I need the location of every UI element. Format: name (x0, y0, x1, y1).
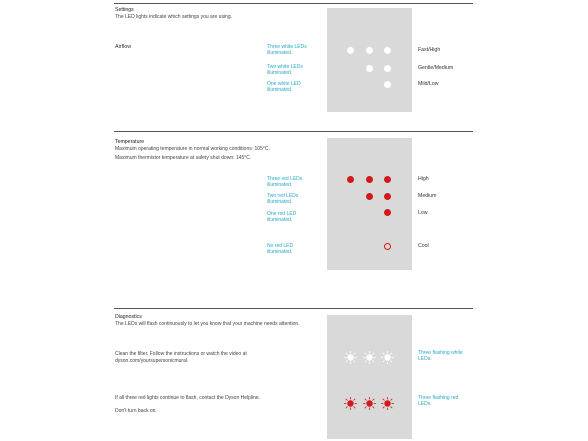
filter-instruction-line-2: dyson.com/yoursupersonicmural. (115, 358, 189, 364)
led-white (366, 65, 373, 72)
flashing-red-led-icon (363, 397, 376, 410)
divider-temperature (114, 131, 473, 132)
led-white (384, 81, 391, 88)
filter-instruction-line-1: Clean the filter. Follow the instructions or watch the video at (115, 351, 247, 357)
led-white (384, 65, 391, 72)
led-red (366, 176, 373, 183)
led-red (347, 176, 354, 183)
diagnostics-intro: The LEDs will flash continuously to let you know that your machine needs attention. (115, 321, 300, 327)
temperature-heading: Temperature (115, 139, 145, 145)
temp-desc-medium: Two red LEDs illuminated. (267, 193, 299, 205)
airflow-desc-medium: Two white LEDs illuminated. (267, 64, 303, 76)
diagnostics-led-panel (327, 315, 412, 439)
airflow-label-high: Fast/High (418, 47, 441, 53)
divider-diagnostics (114, 308, 473, 309)
flashing-red-led-icon (381, 397, 394, 410)
flashing-white-label: Three flashing white LEDs. (418, 350, 463, 362)
diagnostics-heading: Diagnostics (115, 314, 142, 320)
led-white (366, 47, 373, 54)
temp-desc-high: Three red LEDs illuminated. (267, 176, 303, 188)
airflow-label-low: Mild/Low (418, 81, 439, 87)
temp-desc-cool: No red LED illuminated. (267, 243, 294, 255)
led-white (347, 47, 354, 54)
airflow-label-medium: Gentle/Medium (418, 65, 454, 71)
temperature-line-2: Maximum thermistor temperature at safety shut down: 145°C. (115, 155, 252, 161)
temp-label-cool: Cool (418, 243, 429, 249)
helpline-instruction: If all three red lights continue to flash, contact the Dyson Helpline. (115, 395, 261, 401)
flashing-red-label: Three flashing red LEDs. (418, 395, 459, 407)
settings-intro: The LED lights indicate which settings you are using. (115, 14, 233, 20)
led-red (384, 176, 391, 183)
led-off (384, 243, 391, 250)
divider-settings (114, 3, 473, 4)
led-red (384, 209, 391, 216)
led-red (366, 193, 373, 200)
flashing-white-led-icon (344, 351, 357, 364)
temp-desc-low: One red LED illuminated. (267, 211, 297, 223)
settings-heading: Settings (115, 7, 134, 13)
airflow-led-panel (327, 8, 412, 112)
airflow-title: Airflow (115, 44, 132, 50)
airflow-desc-high: Three white LEDs illuminated. (267, 44, 307, 56)
dont-turn-on-instruction: Don't turn back on. (115, 408, 157, 414)
flashing-white-led-icon (363, 351, 376, 364)
led-white (384, 47, 391, 54)
temp-label-medium: Medium (418, 193, 437, 199)
flashing-red-led-icon (344, 397, 357, 410)
flashing-white-led-icon (381, 351, 394, 364)
temp-label-high: High (418, 176, 429, 182)
airflow-desc-low: One white LED illuminated. (267, 81, 301, 93)
temperature-line-1: Maximum operating temperature in normal working conditions: 105°C. (115, 146, 270, 152)
temperature-led-panel (327, 138, 412, 270)
temp-label-low: Low (418, 210, 428, 216)
led-red (384, 193, 391, 200)
